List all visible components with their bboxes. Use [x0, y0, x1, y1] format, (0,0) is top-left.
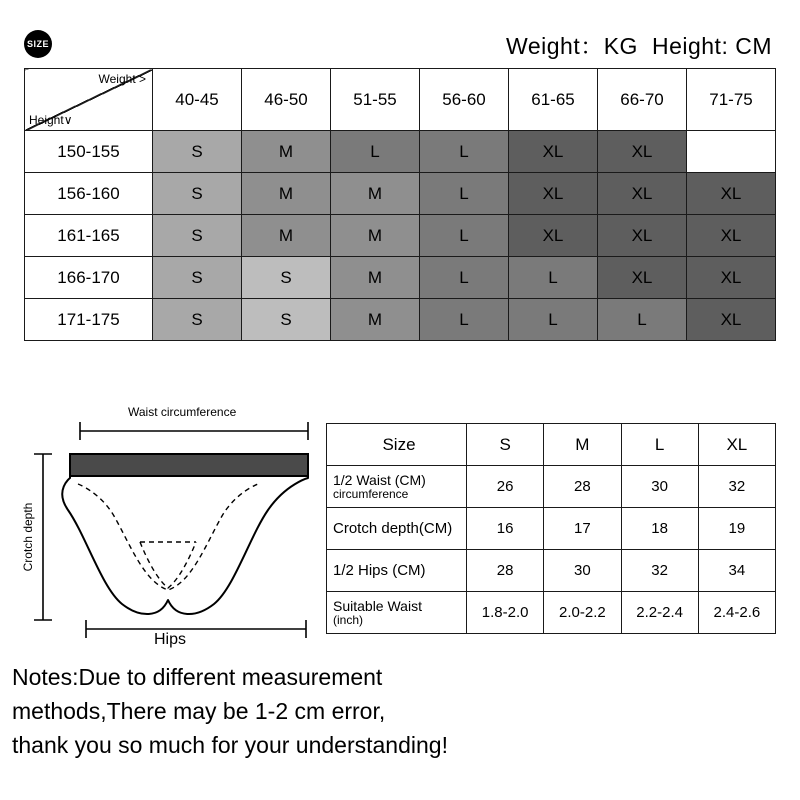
weight-column-header: 71-75 — [687, 69, 776, 131]
size-matrix-cell: L — [420, 131, 509, 173]
size-matrix-cell — [687, 131, 776, 173]
notes-line-2: methods,There may be 1-2 cm error, — [12, 698, 386, 725]
size-matrix-cell: L — [509, 299, 598, 341]
weight-column-header: 66-70 — [598, 69, 687, 131]
size-matrix-corner-cell — [25, 69, 153, 131]
crotch-depth-label: Crotch depth — [21, 502, 35, 572]
weight-column-header: 51-55 — [331, 69, 420, 131]
size-matrix-row — [25, 299, 776, 341]
size-matrix-cell: S — [242, 299, 331, 341]
size-matrix-cell: M — [331, 215, 420, 257]
weight-column-header: 46-50 — [242, 69, 331, 131]
notes-block — [12, 660, 792, 762]
notes-line-1: Notes:Due to different measurement — [12, 664, 383, 690]
size-matrix-cell: XL — [598, 257, 687, 299]
spec-row — [327, 466, 776, 508]
size-matrix-row — [25, 215, 776, 257]
spec-header-row — [327, 424, 776, 466]
height-row-header: 150-155 — [25, 131, 153, 173]
size-matrix-cell: XL — [598, 131, 687, 173]
spec-row — [327, 592, 776, 634]
size-matrix-cell: S — [242, 257, 331, 299]
size-matrix-cell: XL — [687, 215, 776, 257]
spec-value-cell: 26 — [467, 466, 544, 508]
weight-axis-label: Weight > — [98, 72, 146, 86]
spec-row-label: 1/2 Waist (CM) circumference — [327, 466, 467, 508]
notes-line-3: thank you so much for your understanding! — [12, 732, 448, 759]
spec-value-cell: 30 — [621, 466, 698, 508]
spec-row-label: 1/2 Hips (CM) — [327, 550, 467, 592]
spec-row — [327, 550, 776, 592]
size-matrix-cell: L — [509, 257, 598, 299]
size-matrix-cell: L — [598, 299, 687, 341]
spec-value-cell: 28 — [467, 550, 544, 592]
height-axis-label: Height∨ — [29, 113, 73, 127]
weight-column-header: 61-65 — [509, 69, 598, 131]
height-row-header: 156-160 — [25, 173, 153, 215]
size-matrix-cell: L — [420, 257, 509, 299]
size-matrix-cell: L — [420, 299, 509, 341]
size-matrix-cell: M — [331, 173, 420, 215]
spec-value-cell: 30 — [544, 550, 621, 592]
size-matrix-cell: M — [331, 299, 420, 341]
spec-header-column: S — [467, 424, 544, 466]
spec-value-cell: 1.8-2.0 — [467, 592, 544, 634]
size-matrix-cell: XL — [509, 215, 598, 257]
size-matrix-cell: M — [242, 215, 331, 257]
spec-header-size: Size — [327, 424, 467, 466]
size-matrix-cell: XL — [598, 173, 687, 215]
size-matrix-cell: S — [153, 215, 242, 257]
size-matrix-cell: XL — [598, 215, 687, 257]
size-matrix-cell: S — [153, 299, 242, 341]
spec-header-column: M — [544, 424, 621, 466]
hips-label: Hips — [153, 631, 187, 648]
size-matrix-cell: XL — [509, 173, 598, 215]
size-matrix-cell: M — [242, 173, 331, 215]
spec-value-cell: 2.4-2.6 — [698, 592, 775, 634]
spec-value-cell: 16 — [467, 508, 544, 550]
weight-column-header: 56-60 — [420, 69, 509, 131]
size-matrix-cell: L — [331, 131, 420, 173]
size-matrix-cell: L — [420, 215, 509, 257]
header-units — [506, 28, 772, 61]
size-matrix-table — [24, 68, 776, 341]
size-matrix-row — [25, 257, 776, 299]
size-matrix-header-row — [25, 69, 776, 131]
height-row-header: 166-170 — [25, 257, 153, 299]
size-matrix-cell: M — [331, 257, 420, 299]
height-row-header: 171-175 — [25, 299, 153, 341]
spec-header-column: L — [621, 424, 698, 466]
spec-row — [327, 508, 776, 550]
spec-header-column: XL — [698, 424, 775, 466]
spec-value-cell: 32 — [621, 550, 698, 592]
size-matrix-row — [25, 173, 776, 215]
size-matrix-cell: S — [153, 257, 242, 299]
spec-row-label: Crotch depth(CM) — [327, 508, 467, 550]
spec-value-cell: 2.0-2.2 — [544, 592, 621, 634]
size-matrix-cell: XL — [687, 173, 776, 215]
height-row-header: 161-165 — [25, 215, 153, 257]
size-matrix-cell: XL — [687, 299, 776, 341]
size-matrix-cell: XL — [509, 131, 598, 173]
measurement-spec-table — [326, 423, 776, 634]
size-matrix-cell: L — [420, 173, 509, 215]
spec-value-cell: 34 — [698, 550, 775, 592]
weight-unit-label: Weight：KG — [506, 33, 638, 59]
waist-circumference-label: Waist circumference — [128, 405, 237, 419]
spec-value-cell: 28 — [544, 466, 621, 508]
size-matrix-cell: M — [242, 131, 331, 173]
garment-diagram — [18, 392, 318, 654]
spec-value-cell: 32 — [698, 466, 775, 508]
size-matrix-row — [25, 131, 776, 173]
spec-value-cell: 2.2-2.4 — [621, 592, 698, 634]
size-matrix-cell: S — [153, 131, 242, 173]
spec-value-cell: 17 — [544, 508, 621, 550]
spec-value-cell: 19 — [698, 508, 775, 550]
height-unit-label: Height: CM — [651, 33, 772, 59]
spec-row-label: Suitable Waist (inch) — [327, 592, 467, 634]
spec-value-cell: 18 — [621, 508, 698, 550]
size-matrix-cell: XL — [687, 257, 776, 299]
size-matrix-cell: S — [153, 173, 242, 215]
weight-column-header: 40-45 — [153, 69, 242, 131]
size-badge: SIZE — [24, 30, 52, 58]
